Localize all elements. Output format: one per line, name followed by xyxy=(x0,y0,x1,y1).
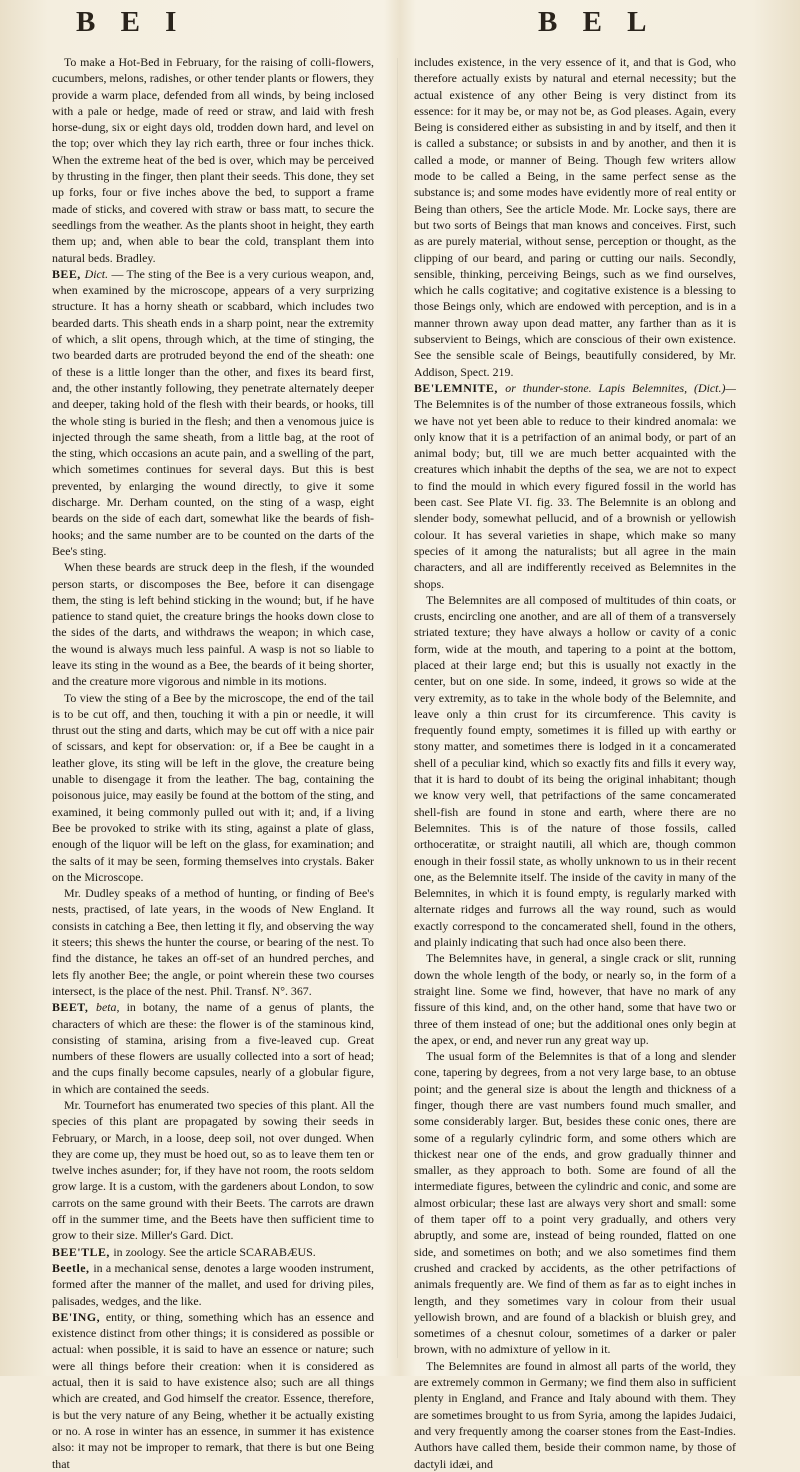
entry-headword: BE'LEMNITE, xyxy=(414,380,506,395)
entry-headword: BE'ING, xyxy=(52,1309,106,1324)
running-header xyxy=(0,4,800,48)
entry-headword: BEET, xyxy=(52,1000,96,1015)
entry-headword: BEE'TLE, xyxy=(52,1244,114,1259)
entry-text: — The sting of the Bee is a very curious weapon, and, when examined by the microscope, appears of a very surprizing structure. It has a horny sheath or scabbard, which includes two bearded darts. This sheath ends in a sharp point, near the extremity of which, a slit opens, through which, at the time of stinging, the two bearded darts are protruded beyond the end of the sheath: one of these is a little longer than the other, and fixes its beard first, and, the other instantly following, they penetrate alternately deeper and deeper, taking hold of the flesh with their beards, or hooks, till the whole sting is buried in the flesh; and then a venomous juice is injected through the same sheath, from a little bag, at the root of the sting, which occasions an acute pain, and a swelling of the part, which sometimes continues for several days. But this is best prevented, by enlarging the wound directly, to give it some discharge. Mr. Derham counted, on the sting of a wasp, eight beards on the side of each dart, somewhat like the beards of fish-hooks; and the same number are to be counted on the darts of the Bee's sting. xyxy=(52,266,374,558)
dictionary-entry xyxy=(52,1260,374,1309)
dictionary-entry xyxy=(52,999,374,1097)
dictionary-entry xyxy=(52,1309,374,1472)
paragraph: includes existence, in the very essence of it, and that is God, who therefore actually exists by natural and eternal necessity; but the actual existence of any other Being is very distinct from its essence: for it may be, or may not be, as God pleases. Again, every Being is considered either as subsisting in and by itself, and then it is called a substance; or subsists in and by another, and then it is called a mode, or manner of Being. Though few writers allow mode to be called a Being, in the same perfect sense as the substance is; and some modes have evidently more of real entity or Being than others, See the article Mode. Mr. Locke says, there are but two sorts of Beings that man knows and conceives. First, such as are purely material, without sense, perception or thought, as the clipping of our beard, and paring or cutting our nails. Secondly, sensible, thinking, perceiving Beings, such as we find ourselves, which he calls cogitative; and cogitative existence is a blessing to those Beings only, which are endowed with perception, and is in a manner thrown away upon dead matter, any farther than as it is subservient to Beings, which are conscious of their own existence. See the sensible scale of Beings, beautifully considered, by Mr. Addison, Spect. 219. xyxy=(414,55,736,379)
paragraph: To view the sting of a Bee by the microscope, the end of the tail is to be cut off, and then, touching it with a pin or needle, it will thrust out the sting and darts, which may be cut off with a nice pair of scissars, and kept for observation: or, if a Bee be caught in a leather glove, its sting will be left in the glove, the creature being unable to disengage it from the leather. The bag, containing the poisonous juice, may easily be found at the bottom of the sting, and examined, it being commonly pulled out with it; and, if a living Bee be provoked to strike with its sting, against a plate of glass, enough of the liquor will be left on the glass, for examination; and the salts of it may be seen, forming themselves into crystals. Baker on the Microscope. xyxy=(52,690,374,884)
entry-text: entity, or thing, something which has an essence and existence distinct from other things; it is considered as possible or actual: when possible, it is said to have an essence or nature; such were all things before their creation: when it is considered as actual, then it is said to have existence also; such are all things which are created, and God himself the creator. Essence, therefore, is but the very nature of any Being, whether it be actually existing or no. A rose in winter has an essence, in summer it has existence also: it may not be improper to remark, that there is but one Being that xyxy=(52,1309,374,1471)
header-right: B E L xyxy=(538,6,656,38)
entry-text: The Belemnites is of the number of those extraneous fossils, which we have not yet been able to reduce to their kindred anomala: we only know that it is a petrifaction of an animal body, or part of an animal body; but, till we are much better acquainted with the creatures which inhabit the depths of the sea, we are not to expect to find the mould in which every figured fossil in the world has been cast. See Plate VI. fig. 33. The Belemnite is an oblong and slender body, somewhat pellucid, and of a brownish or yellowish colour. It has several varieties in shape, which make so many species of it among the naturalists; but all agree in the main characters, and all are indifferently received as Belemnites in the shops. xyxy=(414,397,736,591)
dictionary-entry xyxy=(52,1244,374,1260)
paragraph: The Belemnites are all composed of multitudes of thin coats, or crusts, encircling one another, and are all of them of a transversely striated texture; they have always a hollow or cavity of a conic form, wide at the mouth, and tapering to a point at the bottom, placed at their large end; but this is usually not exactly in the center, but on one side. In some, indeed, it grows so wide at the very extremity, as to take in the whole body of the Belemnite, and leave only a thin crust for its circumference. This cavity is frequently found empty, sometimes it is filled up with earthy or stony matter, and sometimes there is lodged in it a concamerated shell of a peculiar kind, which so exactly fits and fills it every way, that it is hard to doubt of its being the original inhabitant; though we know very well, that petrifactions of the same concamerated shell-fish are found in stone and earth, where there are no Belemnites. This is of the nature of those fossils, called orthoceratitæ, or straight nautili, all which are, though common enough in their fossil state, as wholly unknown to us in their recent one, as the Belemnite itself. The inside of the cavity in many of the Belemnites, in which it is found empty, is regularly marked with alternate ridges and furrows all the way round, such as would exactly correspond to the concamerated shell, found in the others, and plainly indicating that such had once also been there. xyxy=(414,592,736,950)
entry-headword: Beetle, xyxy=(52,1260,94,1275)
dictionary-entry xyxy=(414,380,736,592)
entry-text: in zoology. See the article SCARABÆUS. xyxy=(113,1244,316,1259)
entry-gloss: or thunder-stone. Lapis Belemnites, (Dict.)— xyxy=(505,380,736,395)
dictionary-entry xyxy=(52,266,374,559)
paragraph: Mr. Tournefort has enumerated two species of this plant. All the species of this plant are propagated by sowing their seeds in February, or March, in a loose, deep soil, not over dunged. When they are come up, they must be hoed out, so as to leave them ten or twelve inches asunder; for, if they have not room, the roots seldom grow large. It is a custom, with the gardeners about London, to sow carrots on the same ground with their Beets. The carrots are drawn off in the summer time, and the Beets have then sufficient time to grow to their size. Miller's Gard. Dict. xyxy=(52,1098,374,1243)
paragraph: The usual form of the Belemnites is that of a long and slender cone, tapering by degrees, from a not very large base, to an obtuse point; and the general size is about the length and thickness of a finger, though there are vast numbers found much smaller, and some considerably larger. But, besides these conic ones, there are some of a regularly cylindric form, and some others which are thickest near one of the ends, and grow gradually thinner and smaller, as they approach to both. Some are found of all the intermediate figures, between the cylindric and conic, and some are almost orbicular; these last are always very short and small: some of them taper off to a point very gradually, and others very abruptly, and some are, instead of being rounded, flatted on one side, and sometimes on both; and we also sometimes find them crushed and cracked by accidents, as the other petrifactions of animals frequently are. We find of them as far as to eight inches in length, and they sometimes vary in colour from their usual yellowish brown, and are found of a blackish or bluish grey, and sometimes of a chesnut colour, sometimes of a darker or paler brown, with no admixture of yellow in it. xyxy=(414,1049,736,1357)
left-column xyxy=(52,54,374,1471)
right-column xyxy=(414,54,736,1471)
paragraph: To make a Hot-Bed in February, for the raising of colli-flowers, cucumbers, melons, radishes, or other tender plants or flowers, they provide a warm place, defended from all winds, by being inclosed with a pale or hedge, made of reed or straw, and laid with fresh horse-dung, six or eight days old, trodden down hard, and level on the top; over which they lay rich earth, three or four inches thick. When the extreme heat of the bed is over, which may be perceived by thrusting in the finger, then plant their seeds. This done, they set up forks, four or five inches above the bed, to support a frame made of sticks, and covered with straw or bass matt, to secure the seedlings from the weather. As the plants shoot in height, they earth them up; and, when able to bear the cold, transplant them into natural beds. Bradley. xyxy=(52,55,374,265)
entry-headword: BEE, xyxy=(52,266,85,281)
entry-text: in a mechanical sense, denotes a large wooden instrument, formed after the manner of the mallet, and used for driving piles, palisades, wedges, and the like. xyxy=(52,1260,374,1308)
paragraph: The Belemnites have, in general, a single crack or slit, running down the whole length of the body, or nearly so, in the form of a straight line. Some we find, however, that have no mark of any fissure of this kind, and, on the other hand, some that have two or three of them instead of one; but the additional ones only begin at the apex, or end, and never run any great way up. xyxy=(414,951,736,1047)
column-gutter xyxy=(397,58,398,1358)
paragraph: When these beards are struck deep in the flesh, if the wounded person starts, or discomposes the Bee, before it can disengage them, the sting is left behind sticking in the wound; but, if he have patience to stand quiet, the creature brings the hooks down close to the sides of the darts, and withdraws the weapon; in which case, the wound is always much less painful. A wasp is not so liable to leave its sting in the wound as a Bee, the beards of it being shorter, and the creature more vigorous and nimble in its motions. xyxy=(52,560,374,689)
entry-text: in botany, the name of a genus of plants, the characters of which are these: the flower is of the staminous kind, consisting of stamina, arising from a five-leaved cup. Great numbers of these flowers are usually collected into a sort of head; and the cups finally become capsules, nearly of a globular figure, in which are contained the seeds. xyxy=(52,1000,374,1096)
paragraph: The Belemnites are found in almost all parts of the world, they are extremely common in Germany; we find them also in sufficient plenty in England, and France and Italy abound with them. They are sometimes brought to us from Syria, among the lapides Judaici, and very frequently among the coarser stones from the East-Indies. Authors have called them, beside their common name, by those of dactyli idæi, and xyxy=(414,1358,736,1471)
header-left: B E I xyxy=(76,6,186,38)
entry-gloss: Dict. xyxy=(84,266,112,281)
entry-gloss: beta, xyxy=(96,1000,127,1015)
paragraph: Mr. Dudley speaks of a method of hunting, or finding of Bee's nests, practised, of late years, in the woods of New England. It consists in catching a Bee, then letting it fly, and observing the way it steers; this shews the hunter the course, or bearing of the nest. To find the distance, he takes an off-set of an hundred perches, and lets fly another Bee; the angle, or point wherein these two courses intersect, is the place of the nest. Phil. Transf. N°. 367. xyxy=(52,886,374,998)
